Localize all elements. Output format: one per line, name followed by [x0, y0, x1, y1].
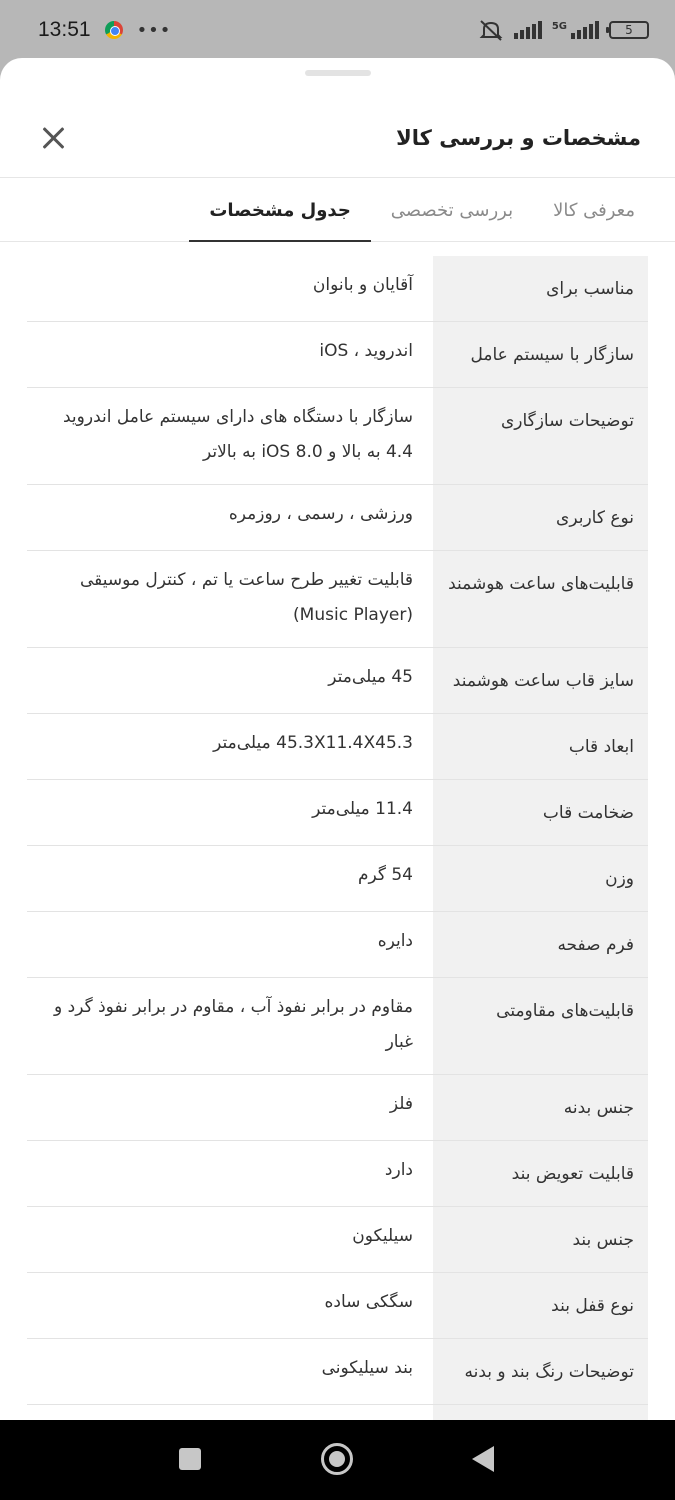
- spec-value: دایره: [377, 931, 413, 951]
- table-row: [27, 846, 648, 912]
- sheet-title: مشخصات و بررسی کالا: [396, 125, 641, 150]
- table-row: [27, 1075, 648, 1141]
- close-icon[interactable]: [38, 123, 68, 153]
- table-row: [27, 1141, 648, 1207]
- spec-key: قابلیت‌های مقاومتی: [433, 978, 648, 1074]
- network-type-label: 5G: [551, 20, 567, 32]
- back-icon[interactable]: [472, 1446, 494, 1472]
- more-notifications-icon: •••: [136, 19, 172, 41]
- tab-product-intro[interactable]: معرفی کالا: [553, 200, 635, 221]
- status-time: 13:51: [38, 18, 91, 41]
- spec-key: جنس بند: [433, 1207, 648, 1272]
- spec-key: جنس بدنه: [433, 1075, 648, 1140]
- table-row: [27, 648, 648, 714]
- spec-key: فرم صفحه: [433, 912, 648, 977]
- spec-key: وزن: [433, 846, 648, 911]
- table-row: [27, 978, 648, 1075]
- spec-key: ضخامت قاب: [433, 780, 648, 845]
- spec-key: توضیحات سازگاری: [433, 388, 648, 484]
- spec-key: ابعاد قاب: [433, 714, 648, 779]
- table-row: [27, 912, 648, 978]
- spec-value: اندروید ، iOS: [319, 341, 413, 361]
- drag-handle[interactable]: [305, 70, 371, 76]
- table-row: [27, 780, 648, 846]
- status-bar: [0, 0, 675, 60]
- table-row: [27, 1273, 648, 1339]
- spec-value: سیلیکون: [352, 1226, 413, 1246]
- tab-expert-review[interactable]: بررسی تخصصی: [390, 200, 514, 221]
- signal-icon-2: [571, 21, 599, 39]
- spec-value: قابلیت تغییر طرح ساعت یا تم ، کنترل موسیقی (Music Player): [80, 570, 413, 625]
- battery-icon: 5: [609, 21, 649, 39]
- tab-specifications[interactable]: جدول مشخصات: [189, 180, 370, 241]
- spec-key: سایز قاب ساعت هوشمند: [433, 648, 648, 713]
- spec-value: 11.4 میلی‌متر: [312, 799, 413, 819]
- spec-key: مناسب برای: [433, 256, 648, 321]
- spec-value: سازگار با دستگاه های دارای سیستم عامل اندروید 4.4 به بالا و iOS 8.0 به بالاتر: [63, 407, 413, 462]
- signal-icon: [514, 21, 542, 39]
- spec-value: مقاوم در برابر نفوذ آب ، مقاوم در برابر نفوذ گرد و غبار: [54, 997, 413, 1052]
- table-row: [27, 714, 648, 780]
- spec-key: نوع قفل بند: [433, 1273, 648, 1338]
- bell-off-icon: [478, 18, 504, 42]
- spec-value: آقایان و بانوان: [312, 275, 413, 295]
- spec-value: فلز: [389, 1094, 413, 1114]
- spec-key: قابلیت تعویض بند: [433, 1141, 648, 1206]
- recents-icon[interactable]: [179, 1448, 201, 1470]
- spec-value: 54 گرم: [357, 865, 413, 885]
- spec-table: [27, 256, 648, 1470]
- spec-value: بند سیلیکونی: [321, 1358, 413, 1378]
- table-row: [27, 388, 648, 485]
- status-right: [478, 18, 649, 42]
- spec-value: 45.3X11.4X45.3 میلی‌متر: [213, 733, 413, 753]
- chrome-icon: [105, 21, 123, 39]
- spec-value: سگکی ساده: [324, 1292, 413, 1312]
- sheet-header: [0, 98, 675, 178]
- spec-value: دارد: [384, 1160, 413, 1180]
- spec-value: ورزشی ، رسمی ، روزمره: [228, 504, 413, 524]
- status-left: [38, 18, 171, 42]
- tabs: [0, 180, 675, 242]
- table-row: [27, 551, 648, 648]
- table-row: [27, 1339, 648, 1405]
- spec-key: قابلیت‌های ساعت هوشمند: [433, 551, 648, 647]
- spec-key: سازگار با سیستم عامل: [433, 322, 648, 387]
- spec-key: توضیحات رنگ بند و بدنه: [433, 1339, 648, 1404]
- table-row: [27, 322, 648, 388]
- system-nav-bar: [0, 1420, 675, 1500]
- spec-value: 45 میلی‌متر: [328, 667, 413, 687]
- table-row: [27, 1207, 648, 1273]
- table-row: [27, 256, 648, 322]
- bottom-sheet: [0, 58, 675, 1420]
- spec-key: نوع کاربری: [433, 485, 648, 550]
- table-row: [27, 485, 648, 551]
- home-icon[interactable]: [321, 1443, 353, 1475]
